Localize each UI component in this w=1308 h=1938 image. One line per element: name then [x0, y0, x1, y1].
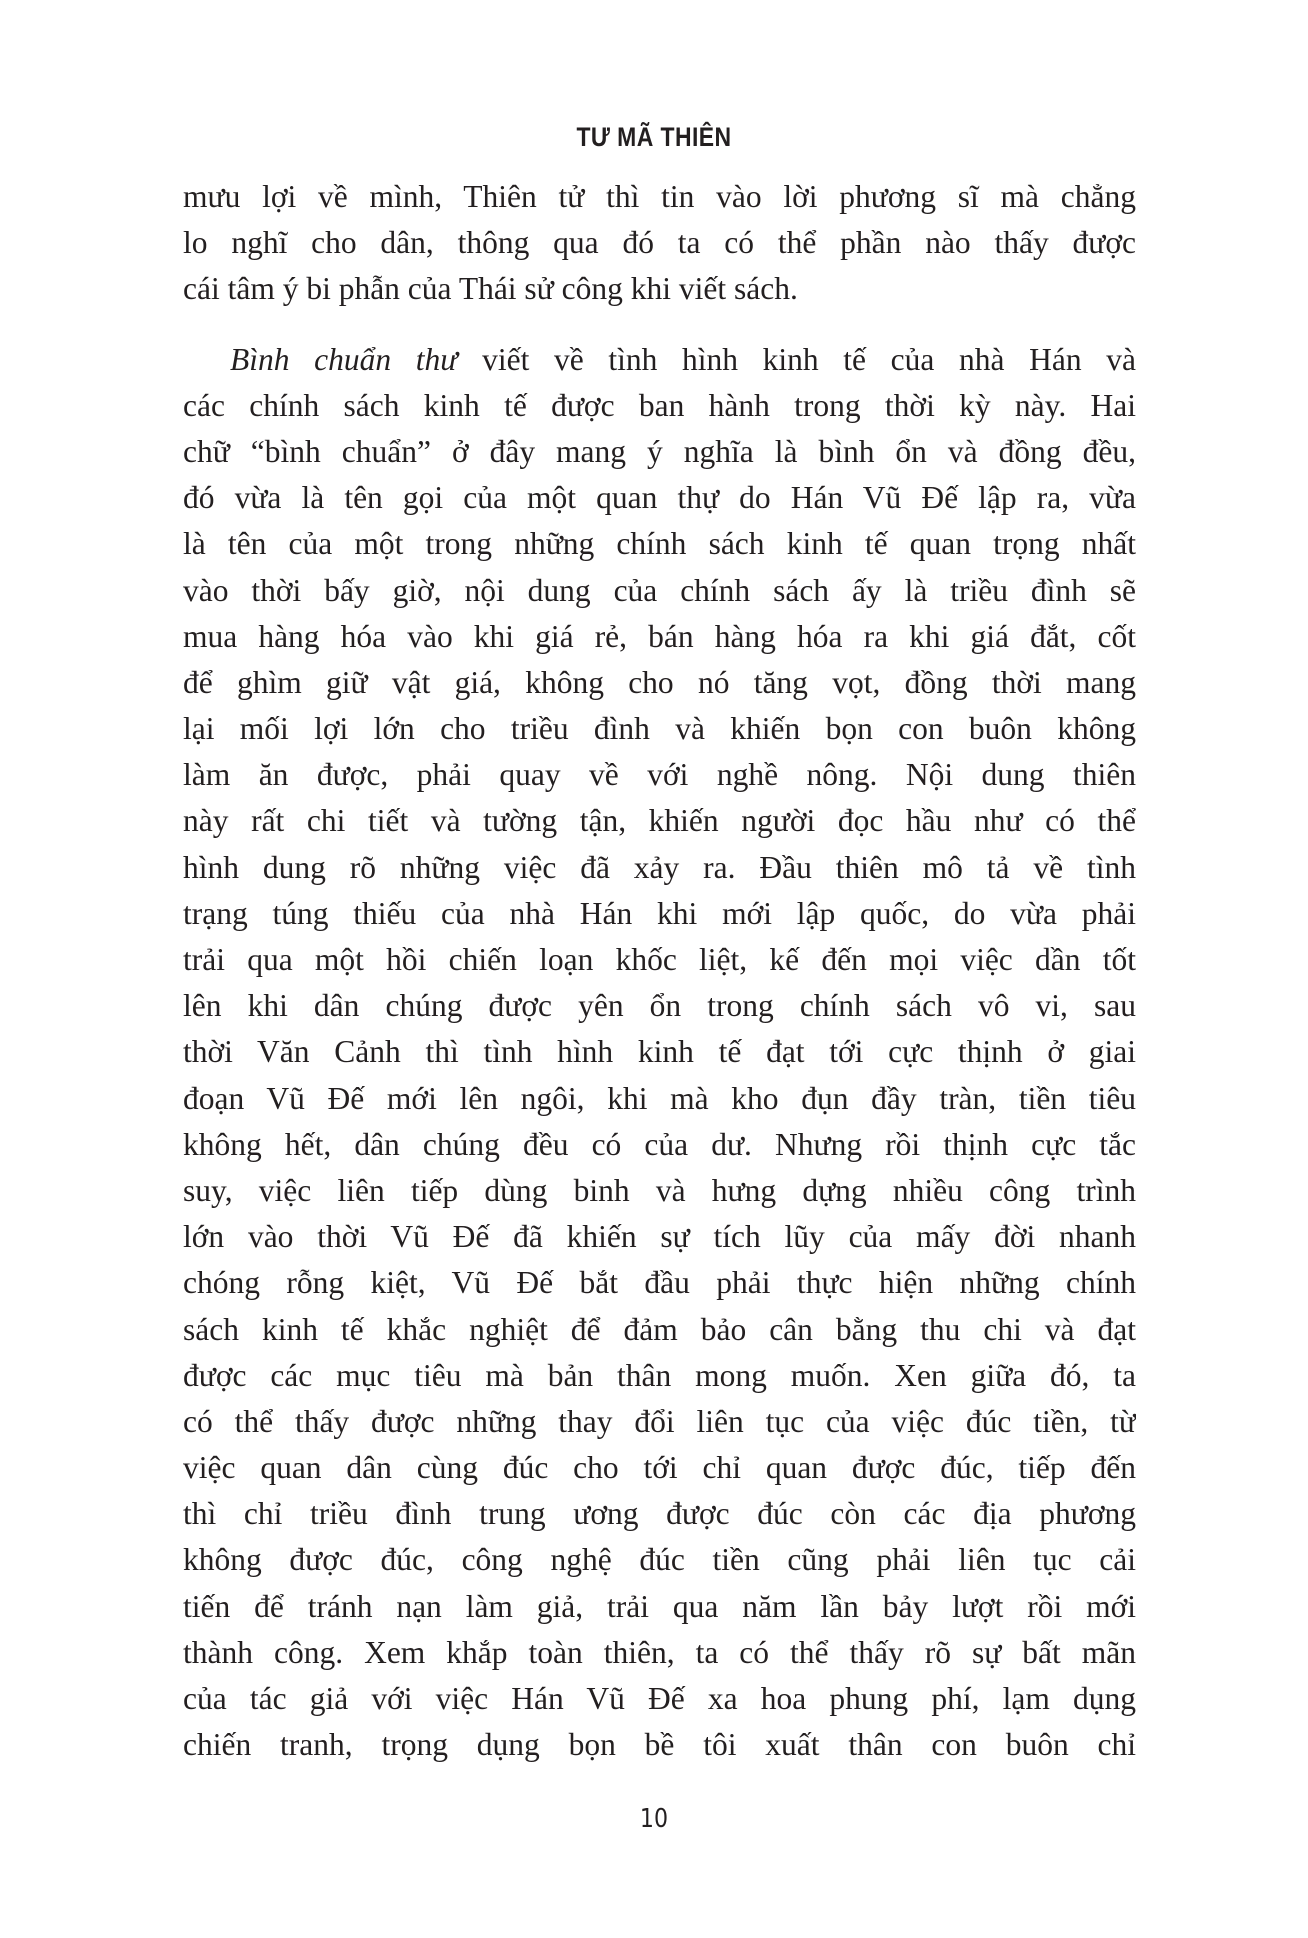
text-line: mua hàng hóa vào khi giá rẻ, bán hàng hóa ra khi giá đắt, cốt [183, 618, 1136, 654]
text-line: không hết, dân chúng đều có của dư. Nhưng rồi thịnh cực tắc [183, 1126, 1136, 1162]
text-line: để ghìm giữ vật giá, không cho nó tăng vọt, đồng thời mang [183, 664, 1136, 700]
text-line: này rất chi tiết và tường tận, khiến người đọc hầu như có thể [183, 803, 1136, 839]
text-line: việc quan dân cùng đúc cho tới chỉ quan được đúc, tiếp đến [183, 1450, 1136, 1486]
text-line: thì chỉ triều đình trung ương được đúc còn các địa phương [183, 1496, 1136, 1532]
text-line: đó vừa là tên gọi của một quan thự do Hán Vũ Đế lập ra, vừa [183, 480, 1136, 516]
text-line: là tên của một trong những chính sách kinh tế quan trọng nhất [183, 526, 1136, 562]
text-line: các chính sách kinh tế được ban hành trong thời kỳ này. Hai [183, 387, 1136, 423]
text-line: lo nghĩ cho dân, thông qua đó ta có thể phần nào thấy được [183, 225, 1136, 261]
text-line: mưu lợi về mình, Thiên tử thì tin vào lời phương sĩ mà chẳng [183, 179, 1136, 214]
paragraph [183, 337, 1136, 1769]
text-line: lại mối lợi lớn cho triều đình và khiến bọn con buôn không [183, 711, 1136, 747]
text-line: lên khi dân chúng được yên ổn trong chính sách vô vi, sau [183, 988, 1136, 1024]
text-line: có thể thấy được những thay đổi liên tục của việc đúc tiền, từ [183, 1403, 1136, 1439]
body-text [183, 174, 1136, 1768]
text-line: được các mục tiêu mà bản thân mong muốn. Xen giữa đó, ta [183, 1357, 1136, 1393]
text-line: tiến để tránh nạn làm giả, trải qua năm lần bảy lượt rồi mới [183, 1588, 1136, 1624]
book-title-italic: Bình chuẩn thư [230, 341, 458, 377]
text-line: vào thời bấy giờ, nội dung của chính sách ấy là triều đình sẽ [183, 572, 1136, 608]
text-line: suy, việc liên tiếp dùng binh và hưng dựng nhiều công trình [183, 1172, 1136, 1208]
text-line: của tác giả với việc Hán Vũ Đế xa hoa phung phí, lạm dụng [183, 1681, 1136, 1716]
text-line: chiến tranh, trọng dụng bọn bề tôi xuất thân con buôn chỉ [183, 1727, 1136, 1763]
running-header: TƯ MÃ THIÊN [576, 122, 732, 152]
text-line: làm ăn được, phải quay về với nghề nông. Nội dung thiên [183, 757, 1136, 793]
text-line: hình dung rõ những việc đã xảy ra. Đầu thiên mô tả về tình [183, 849, 1136, 885]
text-line: chóng rỗng kiệt, Vũ Đế bắt đầu phải thực hiện những chính [183, 1265, 1136, 1301]
text-line: sách kinh tế khắc nghiệt để đảm bảo cân bằng thu chi và đạt [183, 1311, 1136, 1347]
paragraph [183, 174, 1136, 313]
text-line: trạng túng thiếu của nhà Hán khi mới lập quốc, do vừa phải [183, 895, 1136, 931]
text-line: thời Văn Cảnh thì tình hình kinh tế đạt tới cực thịnh ở giai [183, 1034, 1136, 1070]
text-line-rest: viết về tình hình kinh tế của nhà Hán và [457, 341, 1136, 377]
text-line: không được đúc, công nghệ đúc tiền cũng phải liên tục cải [183, 1542, 1136, 1578]
text-line: đoạn Vũ Đế mới lên ngôi, khi mà kho đụn đầy tràn, tiền tiêu [183, 1080, 1136, 1116]
page-number: 10 [639, 1804, 669, 1834]
text-line: chữ “bình chuẩn” ở đây mang ý nghĩa là bình ổn và đồng đều, [183, 433, 1136, 469]
text-line: lớn vào thời Vũ Đế đã khiến sự tích lũy của mấy đời nhanh [183, 1219, 1136, 1255]
text-line: cái tâm ý bi phẫn của Thái sử công khi viết sách. [183, 271, 798, 307]
text-line: thành công. Xem khắp toàn thiên, ta có thể thấy rõ sự bất mãn [183, 1634, 1136, 1670]
text-line: trải qua một hồi chiến loạn khốc liệt, kế đến mọi việc dần tốt [183, 942, 1136, 977]
text-line [183, 337, 1136, 383]
